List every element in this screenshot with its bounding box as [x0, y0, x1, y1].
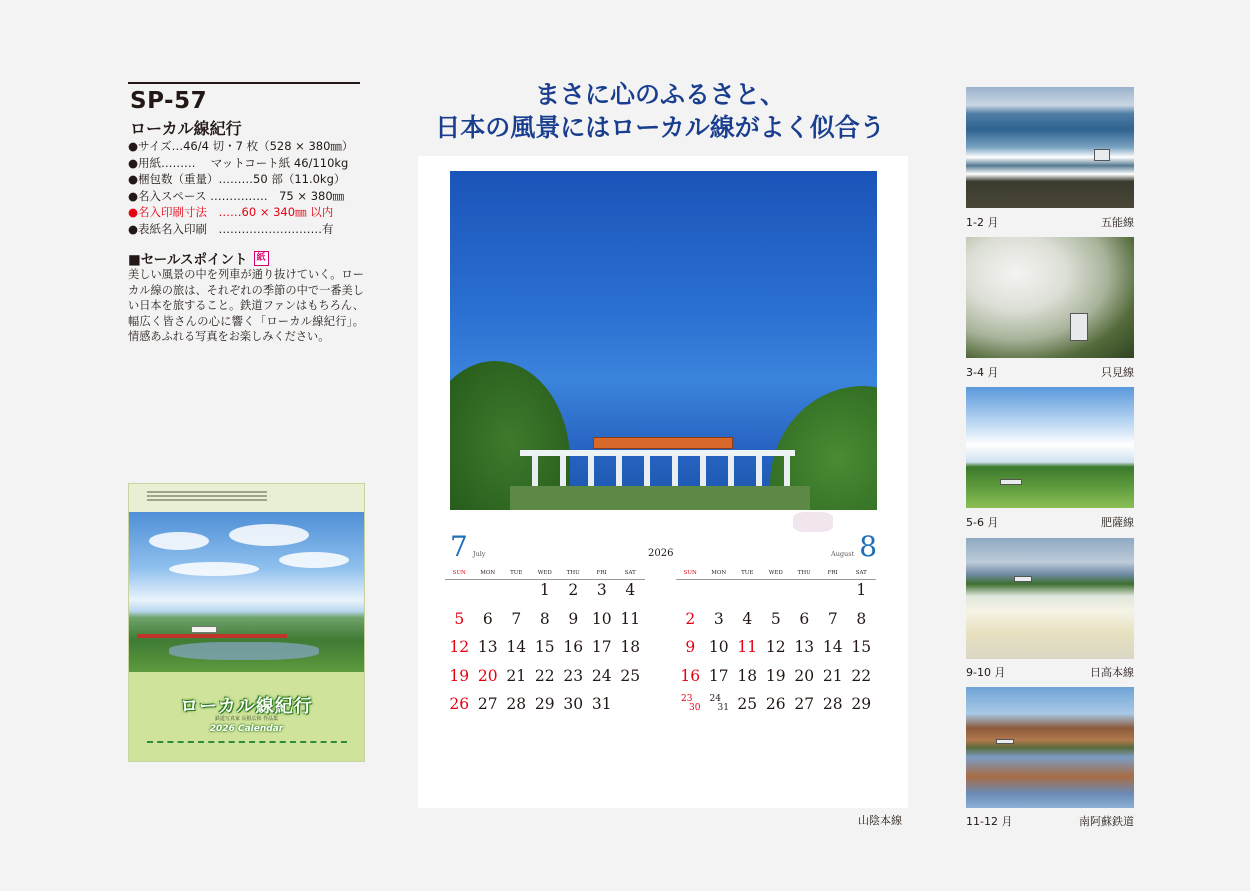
thumbnail-nov-dec [966, 687, 1134, 808]
day-cell: 28 [506, 695, 527, 713]
weekday-header-row [445, 567, 645, 580]
main-photo [450, 171, 877, 510]
cover-dashed-line [147, 741, 347, 743]
month-name: July [472, 550, 486, 558]
thumbnail-line: 日高本線 [1090, 666, 1134, 679]
weekday-header-row [676, 567, 876, 580]
product-code: SP-57 [130, 88, 208, 114]
day-cell: 16 [563, 638, 584, 656]
day-cell [676, 580, 705, 609]
day-cell: 23 [563, 666, 584, 685]
day-cell: 25 [620, 666, 641, 685]
day-cell [733, 580, 762, 609]
spec-size: ●サイズ…46/4 切・7 枚（528 × 380㎜） [128, 139, 354, 153]
top-rule [128, 82, 360, 84]
day-cell: 10 [591, 609, 612, 628]
day-cell: 3 [596, 581, 607, 599]
day-cell: 11 [737, 638, 758, 656]
thumbnail-line: 五能線 [1101, 216, 1134, 229]
day-cell: 29 [851, 695, 872, 713]
headline-line-2: 日本の風景にはローカル線がよく似合う [435, 113, 885, 142]
weekday-label: SUN [452, 570, 466, 576]
day-cell [762, 580, 791, 609]
day-cell: 22 [851, 666, 872, 685]
weekday-label: THU [797, 570, 811, 576]
week-row [676, 609, 876, 638]
week-row [445, 580, 645, 609]
day-cell: 17 [591, 638, 612, 656]
day-cell: 6 [799, 609, 810, 628]
day-cell: 1 [856, 581, 867, 599]
thumbnail-jan-feb [966, 87, 1134, 208]
day-cell: 21 [506, 666, 527, 685]
map-icon [793, 512, 833, 532]
day-cell: 18 [737, 666, 758, 685]
day-cell: 5 [454, 609, 465, 628]
weekday-label: WED [768, 570, 783, 576]
day-cell: 5 [770, 609, 781, 628]
day-cell [790, 580, 819, 609]
day-cell: 16 [680, 666, 701, 685]
day-cell: 29 [534, 695, 555, 713]
day-cell: 14 [506, 638, 527, 656]
day-cell: 28 [822, 695, 843, 713]
thumbnail-months: 3-4 月 [966, 366, 999, 379]
sales-heading-text: ■セールスポイント [128, 252, 248, 268]
thumbnail-months: 11-12 月 [966, 815, 1013, 828]
weekday-label: THU [566, 570, 580, 576]
train-icon [191, 626, 217, 633]
thumbnail-line: 肥薩線 [1101, 516, 1134, 529]
day-cell: 6 [482, 609, 493, 628]
day-cell: 4 [625, 581, 636, 599]
product-name: ローカル線紀行 [130, 119, 242, 138]
thumbnail-label [966, 813, 1134, 829]
thumbnail-months: 1-2 月 [966, 216, 999, 229]
month-name: August [831, 550, 855, 558]
sales-point-heading [128, 248, 269, 268]
day-cell: 9 [568, 609, 579, 628]
headline-line-1: まさに心のふるさと、 [534, 80, 785, 109]
day-cell: 15 [851, 638, 872, 656]
train-icon [593, 437, 733, 449]
spec-name-print-size: ●名入印刷寸法 ……60 × 340㎜ 以内 [128, 205, 334, 220]
day-cell: 12 [449, 638, 470, 656]
month-grid-july [445, 567, 645, 723]
spec-paper: ●用紙……… マットコート紙 46/110kg [128, 155, 349, 170]
sheet-line-label: 山陰本線 [858, 814, 902, 827]
month-header-august [831, 530, 877, 570]
week-row [676, 637, 876, 666]
day-cell: 19 [449, 666, 470, 685]
week-row [445, 694, 645, 723]
weekday-label: FRI [596, 570, 607, 576]
spec-cover-print: ●表紙名入印刷 ………………………有 [128, 221, 334, 236]
week-row [676, 694, 876, 723]
train-icon [1094, 149, 1110, 161]
spec-list [128, 138, 364, 238]
week-row [445, 609, 645, 638]
train-icon [1070, 313, 1088, 341]
weekday-label: SUN [683, 570, 697, 576]
day-cell: 3 [713, 609, 724, 628]
spec-name-space: ●名入スペース …………… 75 × 380㎜ [128, 188, 345, 203]
paper-badge-icon: 紙 [254, 251, 269, 266]
day-cell: 17 [708, 666, 729, 685]
day-cell: 7 [511, 609, 522, 628]
week-row [676, 666, 876, 695]
day-cell [502, 580, 531, 609]
week-row [445, 637, 645, 666]
day-cell: 31 [591, 695, 612, 713]
cover-header-strip [129, 484, 364, 512]
day-cell: 9 [685, 638, 696, 656]
month-header-july [450, 530, 485, 570]
weekday-label: TUE [741, 570, 754, 576]
day-cell [474, 580, 503, 609]
day-cell: 2 [568, 581, 579, 599]
day-cell: 2 [685, 609, 696, 628]
sales-point-text: 美しい風景の中を列車が通り抜けていく。ローカル線の旅は、それぞれの季節の中で一番美しい日本を旅すること。鉄道ファンはもちろん、幅広く皆さんの心に響く「ローカル線紀行」。情感あふれる写真をお楽しみください。 [128, 268, 364, 343]
day-cell: 15 [534, 638, 555, 656]
day-cell: 24 31 [709, 694, 729, 713]
weekday-label: TUE [510, 570, 523, 576]
day-cell: 13 [477, 638, 498, 656]
day-cell: 12 [765, 638, 786, 656]
day-cell: 27 [477, 695, 498, 713]
weekday-label: FRI [827, 570, 838, 576]
train-icon [1014, 576, 1032, 582]
day-cell: 30 [563, 695, 584, 713]
day-cell: 11 [620, 609, 641, 628]
weekday-label: SAT [624, 570, 636, 576]
day-cell [616, 694, 645, 723]
day-cell: 13 [794, 638, 815, 656]
thumbnail-may-jun [966, 387, 1134, 508]
week-row [445, 666, 645, 695]
thumbnail-line: 只見線 [1101, 366, 1134, 379]
cover-photo [129, 512, 364, 672]
cover-title: ローカル線紀行 [180, 696, 313, 717]
thumbnail-label [966, 364, 1134, 380]
day-cell: 18 [620, 638, 641, 656]
day-cell: 22 [534, 666, 555, 685]
thumbnail-mar-apr [966, 237, 1134, 358]
headline [405, 78, 915, 144]
thumbnail-label [966, 214, 1134, 230]
thumbnail-label [966, 664, 1134, 680]
day-cell [819, 580, 848, 609]
spec-packing: ●梱包数（重量）………50 部（11.0kg） [128, 172, 346, 187]
week-row [676, 580, 876, 609]
cover-subtitle: 鉄道写真家 長根広和 作品集 [214, 716, 279, 722]
day-cell: 8 [539, 609, 550, 628]
day-cell: 26 [765, 695, 786, 713]
day-cell: 4 [742, 609, 753, 628]
month-grid-august [676, 567, 876, 723]
day-cell: 26 [449, 695, 470, 713]
month-number: 7 [450, 530, 468, 563]
thumbnail-months: 9-10 月 [966, 666, 1006, 679]
weekday-label: MON [480, 570, 496, 576]
day-cell: 27 [794, 695, 815, 713]
day-cell: 20 [794, 666, 815, 685]
weekday-label: SAT [855, 570, 867, 576]
day-cell: 14 [822, 638, 843, 656]
thumbnail-sep-oct [966, 538, 1134, 659]
train-icon [1000, 479, 1022, 485]
day-cell: 21 [822, 666, 843, 685]
day-cell: 23 30 [681, 694, 701, 713]
thumbnail-months: 5-6 月 [966, 516, 999, 529]
train-icon [996, 739, 1014, 744]
day-cell: 10 [708, 638, 729, 656]
month-number: 8 [859, 530, 878, 563]
day-cell: 20 [477, 666, 498, 685]
thumbnail-label [966, 514, 1134, 530]
day-cell: 19 [765, 666, 786, 685]
weekday-label: MON [711, 570, 727, 576]
day-cell [445, 580, 474, 609]
weekday-label: WED [537, 570, 552, 576]
cover-thumbnail [128, 483, 365, 762]
day-cell: 8 [856, 609, 867, 628]
day-cell: 7 [827, 609, 838, 628]
day-cell: 25 [737, 695, 758, 713]
day-cell: 1 [539, 581, 550, 599]
day-cell: 24 [591, 666, 612, 685]
calendar-year: 2026 [648, 548, 674, 559]
day-cell [705, 580, 734, 609]
calendar-sheet [418, 156, 908, 808]
thumbnail-line: 南阿蘇鉄道 [1079, 815, 1134, 828]
cover-calendar-label: 2026 Calendar [209, 724, 284, 734]
